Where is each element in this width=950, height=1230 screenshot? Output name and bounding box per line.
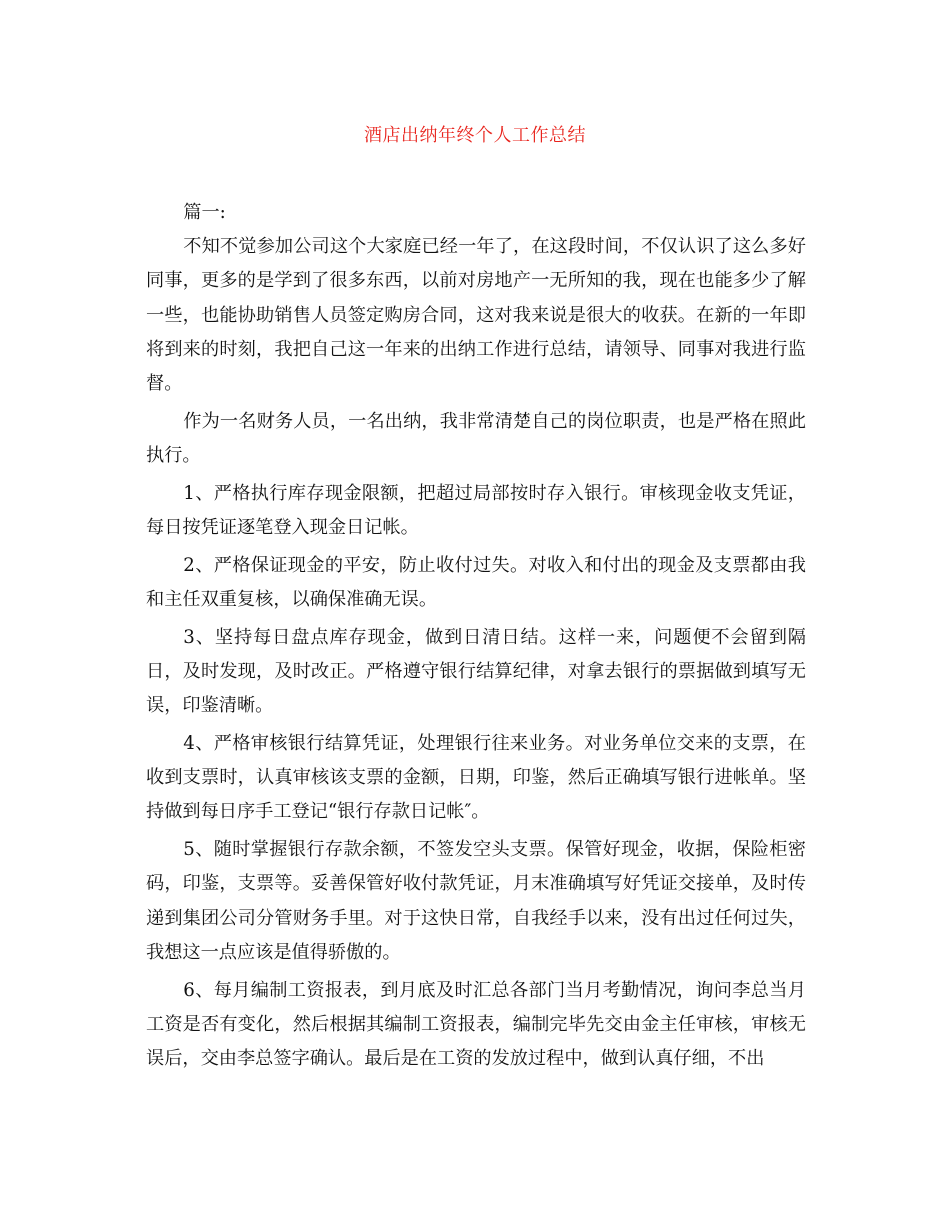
section-label: 篇一: (183, 202, 226, 223)
paragraph-item-6: 6、每月编制工资报表，到月底及时汇总各部门当月考勤情况，询问李总当月工资是否有变化，然后根据其编制工资报表，编制完毕先交由金主任审核，审核无误后，交由李总签字确认。最后是在工资的发放过程中，做到认真仔细，不出 (146, 979, 806, 1070)
document-title: 酒店出纳年终个人工作总结 (364, 125, 586, 146)
paragraph-intro: 不知不觉参加公司这个大家庭已经一年了，在这段时间，不仅认识了这么多好同事，更多的是学到了很多东西，以前对房地产一无所知的我，现在也能多少了解一些，也能协助销售人员签定购房合同，这对我来说是很大的收获。在新的一年即将到来的时刻，我把自己这一年来的出纳工作进行总结，请领导、同事对我进行监督。 (146, 236, 806, 395)
paragraph-duties: 作为一名财务人员，一名出纳，我非常清楚自己的岗位职责，也是严格在照此执行。 (146, 410, 806, 467)
paragraph-item-5: 5、随时掌握银行存款余额，不签发空头支票。保管好现金，收据，保险柜密码，印鉴，支票等。妥善保管好收付款凭证，月末准确填写好凭证交接单，及时传递到集团公司分管财务手里。对于这快日常，自我经手以来，没有出过任何过失，我想这一点应该是值得骄傲的。 (146, 839, 806, 963)
paragraph-item-4: 4、严格审核银行结算凭证，处理银行往来业务。对业务单位交来的支票，在收到支票时，认真审核该支票的金额，日期，印鉴，然后正确填写银行进帐单。坚持做到每日序手工登记“银行存款日记帐″。 (146, 733, 806, 823)
paragraph-item-3: 3、坚持每日盘点库存现金，做到日清日结。这样一来，问题便不会留到隔日，及时发现，及时改正。严格遵守银行结算纪律，对拿去银行的票据做到填写无误，印鉴清晰。 (146, 626, 806, 717)
paragraph-item-2: 2、严格保证现金的平安，防止收付过失。对收入和付出的现金及支票都由我和主任双重复核，以确保准确无误。 (146, 554, 806, 611)
document-body (146, 196, 806, 1080)
paragraph-item-1: 1、严格执行库存现金限额，把超过局部按时存入银行。审核现金收支凭证，每日按凭证逐笔登入现金日记帐。 (146, 482, 806, 539)
